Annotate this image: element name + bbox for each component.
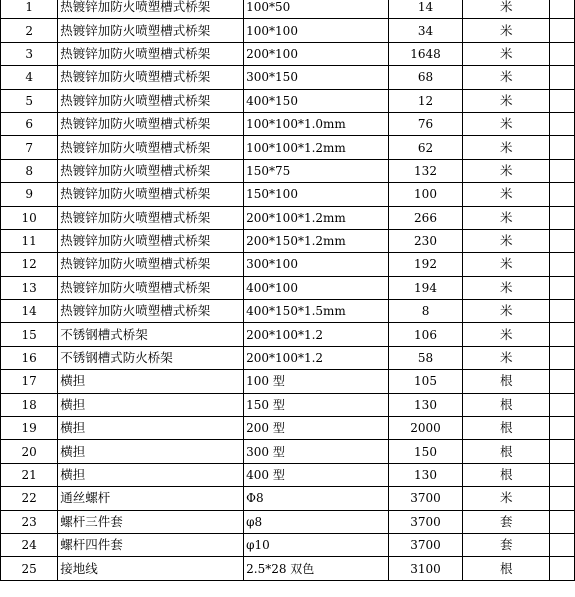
table-row [1,510,575,533]
table-row [1,42,575,65]
quantity-cell: 3700 [388,510,463,533]
quantity-cell: 3700 [388,533,463,556]
quantity-cell: 100 [388,183,463,206]
unit-cell: 根 [463,393,550,416]
empty-cell [550,533,575,556]
specification-cell: 200*100*1.2 [244,346,389,369]
unit-cell: 根 [463,370,550,393]
unit-cell: 米 [463,300,550,323]
table-row [1,66,575,89]
item-name-cell: 热镀锌加防火喷塑槽式桥架 [58,19,244,42]
unit-cell: 根 [463,463,550,486]
unit-cell: 米 [463,253,550,276]
item-name-cell: 通丝螺杆 [58,487,244,510]
empty-cell [550,417,575,440]
row-number-cell: 7 [1,136,58,159]
specification-cell: 100*100*1.0mm [244,112,389,135]
table-row [1,183,575,206]
quantity-cell: 194 [388,276,463,299]
item-name-cell: 热镀锌加防火喷塑槽式桥架 [58,229,244,252]
table-row [1,136,575,159]
specification-cell: 400*100 [244,276,389,299]
empty-cell [550,42,575,65]
specification-cell: 400 型 [244,463,389,486]
item-name-cell: 横担 [58,417,244,440]
unit-cell: 套 [463,533,550,556]
specification-cell: 200 型 [244,417,389,440]
table-row [1,557,575,580]
item-name-cell: 不锈钢槽式桥架 [58,323,244,346]
item-name-cell: 热镀锌加防火喷塑槽式桥架 [58,159,244,182]
unit-cell: 米 [463,229,550,252]
table-row [1,323,575,346]
row-number-cell: 10 [1,206,58,229]
table-row [1,89,575,112]
item-name-cell: 热镀锌加防火喷塑槽式桥架 [58,206,244,229]
specification-cell: 100*50 [244,0,389,19]
quantity-cell: 3700 [388,487,463,510]
row-number-cell: 18 [1,393,58,416]
quantity-cell: 150 [388,440,463,463]
row-number-cell: 16 [1,346,58,369]
table-row [1,300,575,323]
item-name-cell: 热镀锌加防火喷塑槽式桥架 [58,89,244,112]
empty-cell [550,393,575,416]
empty-cell [550,112,575,135]
quantity-cell: 130 [388,393,463,416]
item-name-cell: 横担 [58,440,244,463]
specification-cell: 100 型 [244,370,389,393]
quantity-cell: 230 [388,229,463,252]
item-name-cell: 接地线 [58,557,244,580]
table-row [1,19,575,42]
table-row [1,463,575,486]
row-number-cell: 15 [1,323,58,346]
quantity-cell: 1648 [388,42,463,65]
row-number-cell: 20 [1,440,58,463]
unit-cell: 根 [463,417,550,440]
unit-cell: 米 [463,66,550,89]
specification-cell: 2.5*28 双色 [244,557,389,580]
empty-cell [550,0,575,19]
item-name-cell: 热镀锌加防火喷塑槽式桥架 [58,276,244,299]
specification-cell: 150*100 [244,183,389,206]
row-number-cell: 3 [1,42,58,65]
row-number-cell: 8 [1,159,58,182]
unit-cell: 米 [463,112,550,135]
item-name-cell: 螺杆三件套 [58,510,244,533]
unit-cell: 米 [463,0,550,19]
item-name-cell: 热镀锌加防火喷塑槽式桥架 [58,66,244,89]
unit-cell: 米 [463,136,550,159]
empty-cell [550,183,575,206]
empty-cell [550,276,575,299]
item-name-cell: 横担 [58,370,244,393]
empty-cell [550,19,575,42]
quantity-cell: 76 [388,112,463,135]
unit-cell: 米 [463,89,550,112]
unit-cell: 米 [463,206,550,229]
unit-cell: 米 [463,346,550,369]
unit-cell: 米 [463,42,550,65]
row-number-cell: 6 [1,112,58,135]
empty-cell [550,229,575,252]
quantity-cell: 12 [388,89,463,112]
empty-cell [550,440,575,463]
row-number-cell: 24 [1,533,58,556]
unit-cell: 米 [463,183,550,206]
empty-cell [550,136,575,159]
table-row [1,370,575,393]
quantity-cell: 34 [388,19,463,42]
row-number-cell: 2 [1,19,58,42]
table-row [1,393,575,416]
quantity-cell: 62 [388,136,463,159]
item-name-cell: 热镀锌加防火喷塑槽式桥架 [58,0,244,19]
row-number-cell: 5 [1,89,58,112]
unit-cell: 米 [463,276,550,299]
specification-cell: Φ8 [244,487,389,510]
table-row [1,417,575,440]
specification-cell: 100*100*1.2mm [244,136,389,159]
specification-cell: 300 型 [244,440,389,463]
empty-cell [550,346,575,369]
table-row [1,487,575,510]
row-number-cell: 12 [1,253,58,276]
empty-cell [550,300,575,323]
item-name-cell: 热镀锌加防火喷塑槽式桥架 [58,112,244,135]
specification-cell: 300*150 [244,66,389,89]
quantity-cell: 130 [388,463,463,486]
table-row [1,440,575,463]
table-row [1,112,575,135]
quantity-cell: 192 [388,253,463,276]
quantity-cell: 8 [388,300,463,323]
specification-cell: φ8 [244,510,389,533]
unit-cell: 米 [463,19,550,42]
row-number-cell: 22 [1,487,58,510]
empty-cell [550,370,575,393]
quantity-cell: 266 [388,206,463,229]
empty-cell [550,66,575,89]
item-name-cell: 不锈钢槽式防火桥架 [58,346,244,369]
specification-cell: φ10 [244,533,389,556]
table-row [1,206,575,229]
row-number-cell: 11 [1,229,58,252]
unit-cell: 根 [463,557,550,580]
table-row [1,0,575,19]
quantity-cell: 3100 [388,557,463,580]
table-row [1,253,575,276]
quantity-cell: 14 [388,0,463,19]
row-number-cell: 14 [1,300,58,323]
specification-cell: 150 型 [244,393,389,416]
specification-cell: 200*100*1.2 [244,323,389,346]
row-number-cell: 13 [1,276,58,299]
table-row [1,533,575,556]
row-number-cell: 21 [1,463,58,486]
item-name-cell: 横担 [58,393,244,416]
unit-cell: 米 [463,487,550,510]
specification-cell: 200*150*1.2mm [244,229,389,252]
row-number-cell: 1 [1,0,58,19]
row-number-cell: 9 [1,183,58,206]
empty-cell [550,159,575,182]
table-body [1,0,575,580]
item-name-cell: 热镀锌加防火喷塑槽式桥架 [58,300,244,323]
specification-cell: 100*100 [244,19,389,42]
item-name-cell: 热镀锌加防火喷塑槽式桥架 [58,183,244,206]
empty-cell [550,89,575,112]
unit-cell: 米 [463,159,550,182]
empty-cell [550,253,575,276]
table-row [1,229,575,252]
quantity-cell: 132 [388,159,463,182]
unit-cell: 米 [463,323,550,346]
specification-cell: 400*150 [244,89,389,112]
row-number-cell: 19 [1,417,58,440]
empty-cell [550,206,575,229]
specification-cell: 200*100 [244,42,389,65]
empty-cell [550,487,575,510]
quantity-cell: 2000 [388,417,463,440]
quantity-cell: 106 [388,323,463,346]
item-name-cell: 热镀锌加防火喷塑槽式桥架 [58,136,244,159]
row-number-cell: 25 [1,557,58,580]
specification-cell: 200*100*1.2mm [244,206,389,229]
item-name-cell: 热镀锌加防火喷塑槽式桥架 [58,253,244,276]
empty-cell [550,557,575,580]
empty-cell [550,510,575,533]
item-name-cell: 横担 [58,463,244,486]
item-name-cell: 热镀锌加防火喷塑槽式桥架 [58,42,244,65]
item-name-cell: 螺杆四件套 [58,533,244,556]
specification-cell: 150*75 [244,159,389,182]
quantity-cell: 105 [388,370,463,393]
row-number-cell: 23 [1,510,58,533]
unit-cell: 套 [463,510,550,533]
row-number-cell: 17 [1,370,58,393]
row-number-cell: 4 [1,66,58,89]
unit-cell: 根 [463,440,550,463]
table-row [1,276,575,299]
specification-cell: 400*150*1.5mm [244,300,389,323]
table-row [1,346,575,369]
empty-cell [550,323,575,346]
table-row [1,159,575,182]
specification-cell: 300*100 [244,253,389,276]
quantity-cell: 68 [388,66,463,89]
empty-cell [550,463,575,486]
quantity-cell: 58 [388,346,463,369]
